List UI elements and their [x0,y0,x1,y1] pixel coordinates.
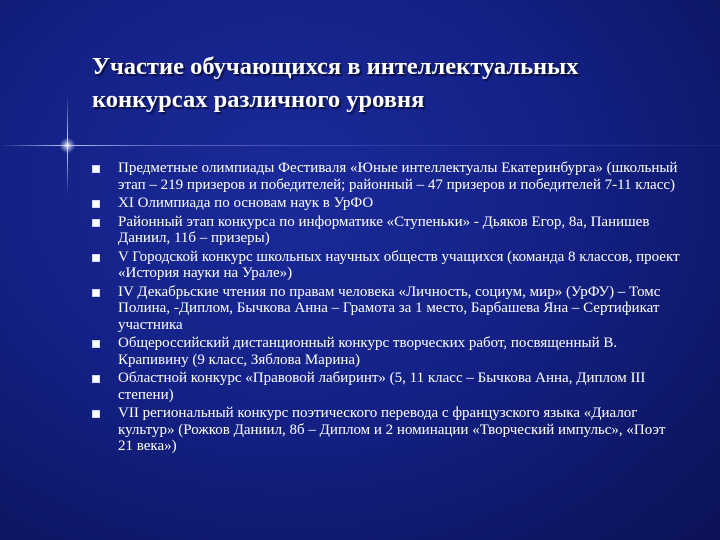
bullet-text: Областной конкурс «Правовой лабиринт» (5, 11 класс – Бычкова Анна, Диплом III степени) [118,370,646,403]
bullet-list [92,160,682,457]
bullet-text: XI Олимпиада по основам наук в УрФО [118,195,374,211]
bullet-item [92,214,682,247]
slide-title: Участие обучающихся в интеллектуальных конкурсах различного уровня [92,53,579,113]
sparkle-star-horizontal-line [0,145,720,146]
square-bullet-icon [92,219,100,227]
bullet-item [92,160,682,193]
square-bullet-icon [92,165,100,173]
bullet-text: VII региональный конкурс поэтического перевода с французского языка «Диалог культур» (Рожков Даниил, 8б – Диплом и 2 номинации «Творческий импульс», «Поэт 21 века») [118,405,666,454]
bullet-item [92,335,682,368]
bullet-item [92,195,682,212]
square-bullet-icon [92,340,100,348]
square-bullet-icon [92,289,100,297]
bullet-text: Общероссийский дистанционный конкурс творческих работ, посвященный В. Крапивину (9 класс, Зяблова Марина) [118,335,618,368]
bullet-item [92,284,682,334]
bullet-item [92,249,682,282]
square-bullet-icon [92,410,100,418]
square-bullet-icon [92,200,100,208]
bullet-item [92,370,682,403]
bullet-text: IV Декабрьские чтения по правам человека «Личность, социум, мир» (УрФУ) – Томс Полина, -Диплом, Бычкова Анна – Грамота за 1 место, Барбашева Яна – Сертификат участника [118,283,661,333]
bullet-text: V Городской конкурс школьных научных обществ учащихся (команда 8 классов, проект «История науки на Урале») [118,248,680,281]
square-bullet-icon [92,254,100,262]
sparkle-star-icon [60,138,75,153]
bullet-text: Районный этап конкурса по информатике «Ступеньки» - Дьяков Егор, 8а, Панишев Даниил, 11б – призеры) [118,213,650,246]
bullet-item [92,405,682,455]
bullet-text: Предметные олимпиады Фестиваля «Юные интеллектуалы Екатеринбурга» (школьный этап – 219 призеров и победителей; районный – 47 призеров и победителей 7-11 класс) [118,160,678,193]
square-bullet-icon [92,375,100,383]
